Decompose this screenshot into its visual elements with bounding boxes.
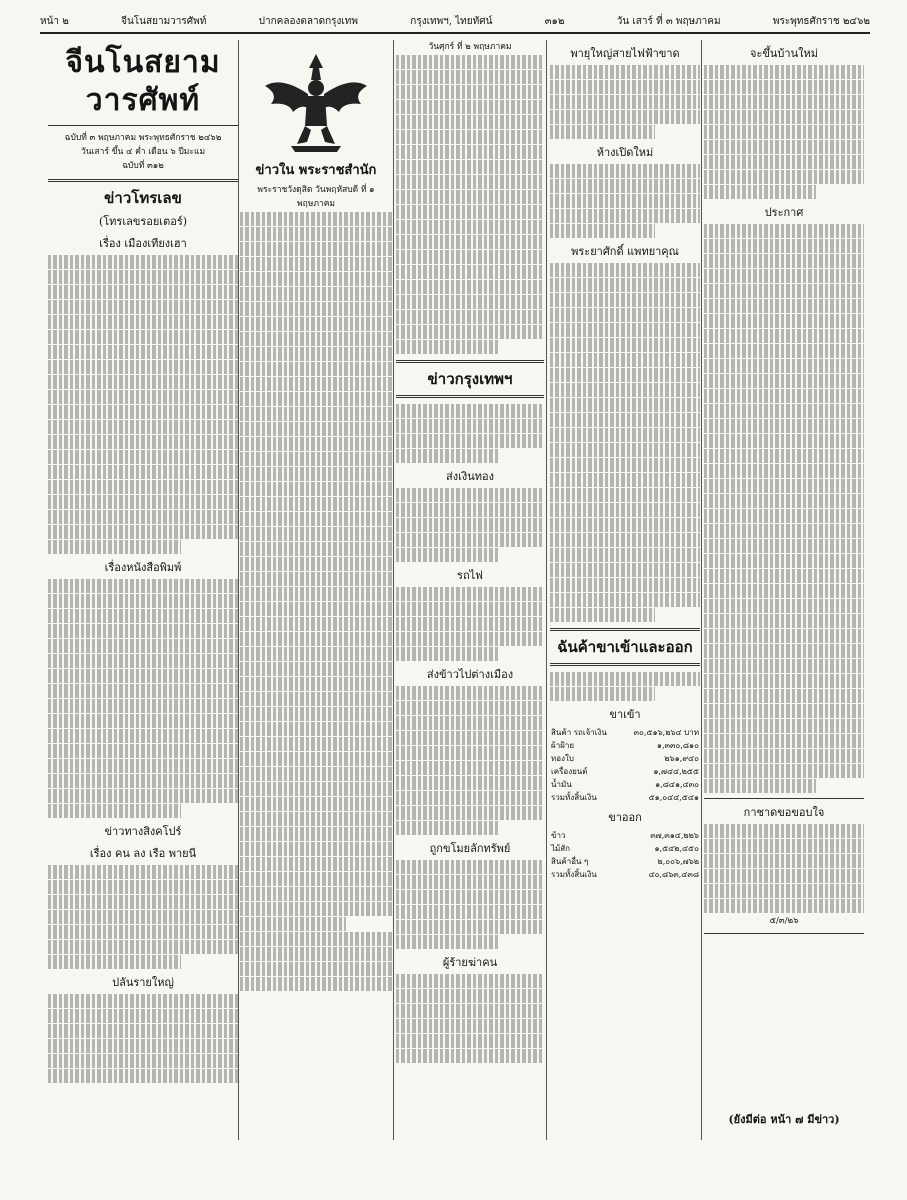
col3-headline-2: รถไฟ bbox=[457, 569, 483, 582]
story-5-headline: ปลันรายใหญ่ bbox=[112, 976, 174, 989]
news-subtitle: (โทรเลขรอยเตอร์) bbox=[98, 215, 188, 228]
publisher: ปากคลองตลาดกรุงเทพ bbox=[258, 15, 358, 27]
col3-headline-5: ผู้ร้ายฆ่าคน bbox=[442, 956, 498, 969]
masthead-line-1: ฉบับที่ ๓ พฤษภาคม พระพุทธศักราช ๒๔๖๒ bbox=[64, 133, 222, 143]
page-label: หน้า ๒ bbox=[40, 15, 69, 27]
royal-section-title: ข่าวใน พระราชสำนัก bbox=[255, 163, 377, 178]
col5-headline-1: จะขึ้นบ้านใหม่ bbox=[750, 47, 818, 60]
last-price: ๕/๓/๒๖ bbox=[769, 916, 799, 926]
col4-headline-1: พายุใหญ่สายไฟฟ้าขาด bbox=[570, 47, 680, 60]
table-row: รวมทั้งสิ้นเงิน ๔๐,๘๖๓,๔๓๘ bbox=[551, 870, 699, 879]
table-row: รวมทั้งสิ้นเงิน ๕๑,๐๔๔,๕๔๑ bbox=[551, 793, 699, 802]
story-3-headline: ข่าวทางสิงคโปร์ bbox=[104, 825, 182, 838]
column-2 bbox=[240, 40, 392, 1140]
table-row: ไม้สัก ๑,๕๔๒,๔๕๐ bbox=[551, 844, 699, 853]
col3-dateline: วันศุกร์ ที่ ๒ พฤษภาคม bbox=[428, 42, 512, 52]
issue-date: วัน เสาร์ ที่ ๓ พฤษภาคม bbox=[616, 15, 721, 27]
table-row: เครื่องยนต์ ๑,๗๔๔,๒๕๕ bbox=[551, 767, 699, 776]
exports-label: ขาออก bbox=[608, 811, 642, 824]
paper-name: จีนโนสยามวารศัพท์ bbox=[121, 15, 207, 27]
exports-table bbox=[550, 829, 700, 881]
imports-label: ขาเข้า bbox=[609, 708, 641, 721]
market-title: ฉันค้าขาเข้าและออก bbox=[557, 638, 693, 656]
era-year: พระพุทธศักราช ๒๔๖๒ bbox=[772, 15, 870, 27]
imports-table bbox=[550, 726, 700, 804]
table-row: สินค้าอื่น ๆ ๒,๐๐๖,๗๖๒ bbox=[551, 857, 699, 866]
royal-dateline: พระราชวังดุสิต วันพฤหัสบดี ที่ ๑ พฤษภาคม bbox=[257, 185, 375, 209]
table-row: น้ำมัน ๑,๘๔๑,๔๓๐ bbox=[551, 780, 699, 789]
table-row: ทองใบ ๒๖๑,๙๔๐ bbox=[551, 754, 699, 763]
city: กรุงเทพฯ, ไทยทัศน์ bbox=[410, 15, 493, 27]
col3-headline-1: ส่งเงินทอง bbox=[446, 470, 494, 483]
col3-headline-4: ถูกขโมยลักทรัพย์ bbox=[429, 842, 511, 855]
col5-headline-2: ประกาศ bbox=[764, 206, 804, 219]
masthead-line-2: วันเสาร์ ขึ้น ๔ ค่ำ เดือน ๖ ปีมะแม bbox=[80, 147, 206, 157]
story-2-headline: เรื่องหนังสือพิมพ์ bbox=[104, 561, 182, 574]
issue-number: ๓๑๒ bbox=[544, 15, 565, 27]
col4-headline-3: พระยาศักดิ์ แพทยาคุณ bbox=[571, 245, 679, 258]
story-4-headline: เรื่อง คน ลง เรือ พายนี bbox=[89, 847, 197, 860]
news-section-title: ข่าวโทรเลข bbox=[104, 189, 182, 207]
masthead-title: จีนโนสยามวารศัพท์ bbox=[65, 45, 221, 118]
table-row: ผ้าฝ้าย ๑,๓๓๐,๘๑๐ bbox=[551, 741, 699, 750]
column-1 bbox=[48, 40, 238, 1140]
continued-note: (ยังมีต่อ หน้า ๗ มีข่าว) bbox=[728, 1113, 840, 1126]
column-3 bbox=[396, 40, 544, 1140]
column-4 bbox=[550, 40, 700, 1140]
col3-headline-3: ส่งข้าวไปต่างเมือง bbox=[426, 668, 514, 681]
running-header bbox=[40, 10, 870, 34]
bangkok-news-title: ข่าวกรุงเทพฯ bbox=[427, 370, 513, 388]
col4-headline-2: ห้างเปิดใหม่ bbox=[596, 146, 654, 159]
story-1-headline: เรื่อง เมืองเทียงเฮา bbox=[99, 237, 187, 250]
garuda-emblem-icon bbox=[261, 46, 371, 156]
table-row: สินค้า รถเจ้าเงิน ๓๐,๕๑๖,๒๖๔ บาท bbox=[551, 728, 699, 737]
col5-headline-3: กาชาดขอขอบใจ bbox=[743, 806, 825, 819]
masthead-line-3: ฉบับที่ ๓๑๒ bbox=[122, 161, 164, 171]
table-row: ข้าว ๓๗,๓๑๔,๒๒๖ bbox=[551, 831, 699, 840]
column-5 bbox=[704, 40, 864, 1140]
